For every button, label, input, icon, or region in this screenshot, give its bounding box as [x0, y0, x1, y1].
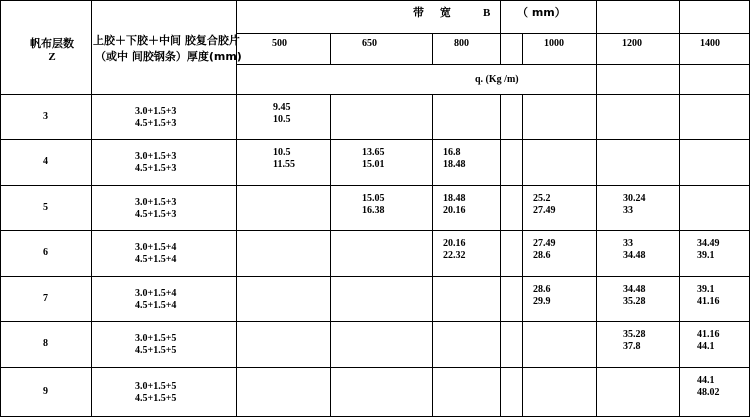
thickness-value: 3.0+1.5+3	[135, 196, 177, 208]
weight-value: 35.28	[623, 296, 646, 307]
weight-value: 10.5	[273, 114, 291, 125]
grid-line-vertical	[432, 94, 433, 417]
grid-line-horizontal	[0, 276, 750, 277]
thickness-value: 4.5+1.5+5	[135, 345, 177, 356]
thickness-value: 4.5+1.5+3	[135, 208, 177, 220]
weight-value: 10.5	[273, 147, 291, 158]
thickness-value: 4.5+1.5+3	[135, 117, 177, 129]
weight-value: 34.48	[623, 250, 646, 261]
weight-value: 33	[623, 238, 633, 249]
weight-value: 48.02	[697, 387, 720, 398]
thickness-value: 4.5+1.5+4	[135, 254, 177, 265]
grid-line-horizontal	[0, 94, 750, 95]
layers-value: 9	[43, 385, 48, 397]
weight-value: 25.2	[533, 193, 551, 204]
width-header-500: 500	[272, 38, 287, 49]
thickness-value: 3.0+1.5+4	[135, 287, 177, 299]
weight-value: 27.49	[533, 238, 556, 249]
thickness-value: 3.0+1.5+3	[135, 151, 177, 162]
grid-line-horizontal	[0, 185, 750, 186]
width-header-1400: 1400	[700, 38, 720, 49]
weight-value: 29.9	[533, 296, 551, 307]
weight-value: 20.16	[443, 205, 466, 216]
width-header-650: 650	[362, 38, 377, 49]
weight-value: 41.16	[697, 296, 720, 307]
weight-value: 34.48	[623, 284, 646, 295]
layers-value: 3	[43, 110, 48, 122]
weight-value: 28.6	[533, 250, 551, 261]
layers-value: 5	[43, 201, 48, 213]
width-title-symbol: B	[483, 7, 491, 19]
grid-line-vertical	[679, 0, 680, 417]
grid-line-horizontal	[0, 230, 750, 231]
weight-value: 18.48	[443, 193, 466, 204]
weight-value: 15.05	[362, 193, 385, 204]
thickness-value: 4.5+1.5+4	[135, 299, 177, 311]
layers-label: 帆布层数	[30, 37, 74, 50]
width-title-unit: （ mm）	[517, 6, 566, 19]
weight-value: 16.8	[443, 147, 461, 158]
grid-line-horizontal	[0, 0, 750, 1]
weight-value: 22.32	[443, 250, 466, 261]
width-header-1200: 1200	[622, 38, 642, 49]
weight-value: 27.49	[533, 205, 556, 216]
grid-line-horizontal	[0, 139, 750, 140]
weight-value: 30.24	[623, 193, 646, 204]
weight-value: 28.6	[533, 284, 551, 295]
layers-value: 4	[43, 156, 48, 167]
weight-value: 20.16	[443, 238, 466, 249]
grid-line-vertical	[330, 94, 331, 417]
thickness-value: 3.0+1.5+5	[135, 380, 177, 392]
weight-value: 44.1	[697, 375, 715, 386]
thickness-value: 4.5+1.5+5	[135, 392, 177, 404]
weight-value: 11.55	[273, 159, 295, 170]
weight-value: 15.01	[362, 159, 385, 170]
width-header-1000: 1000	[544, 38, 564, 49]
weight-value: 35.28	[623, 329, 646, 340]
grid-line-vertical	[500, 94, 501, 417]
weight-value: 13.65	[362, 147, 385, 158]
weight-value: 33	[623, 205, 633, 216]
grid-line-vertical	[596, 0, 597, 417]
weight-value: 44.1	[697, 341, 715, 352]
grid-line-horizontal	[0, 321, 750, 322]
weight-value: 41.16	[697, 329, 720, 340]
layers-value: 6	[43, 247, 48, 258]
grid-line-vertical	[330, 33, 331, 64]
thickness-value: 3.0+1.5+3	[135, 105, 177, 117]
width-title-text: 带 宽	[413, 6, 457, 19]
weight-value: 39.1	[697, 284, 715, 295]
width-header-800: 800	[454, 38, 469, 49]
weight-value: 16.38	[362, 205, 385, 216]
weight-value: 37.8	[623, 341, 641, 352]
thickness-value: 4.5+1.5+3	[135, 163, 177, 174]
weight-value: 34.49	[697, 238, 720, 249]
grid-line-vertical	[522, 33, 523, 64]
thickness-value: 3.0+1.5+4	[135, 242, 177, 253]
grid-line-horizontal	[0, 367, 750, 368]
layers-value: 7	[43, 292, 48, 304]
weight-value: 9.45	[273, 102, 291, 113]
thickness-value: 3.0+1.5+5	[135, 333, 177, 344]
grid-line-vertical	[522, 94, 523, 417]
weight-value: 18.48	[443, 159, 466, 170]
layers-symbol: Z	[48, 51, 56, 63]
grid-line-vertical	[500, 0, 501, 64]
grid-line-horizontal	[236, 64, 750, 65]
thickness-label-line-1: 上胶＋下胶＋中间 胶复合胶片	[93, 34, 240, 47]
layers-value: 8	[43, 338, 48, 349]
weight-value: 39.1	[697, 250, 715, 261]
thickness-label-line-2: （或中 间胶钢条）厚度(mm)	[95, 50, 242, 63]
grid-line-horizontal	[236, 33, 750, 34]
unit-label: q. (Kg /m)	[475, 74, 519, 85]
grid-line-vertical	[432, 33, 433, 64]
